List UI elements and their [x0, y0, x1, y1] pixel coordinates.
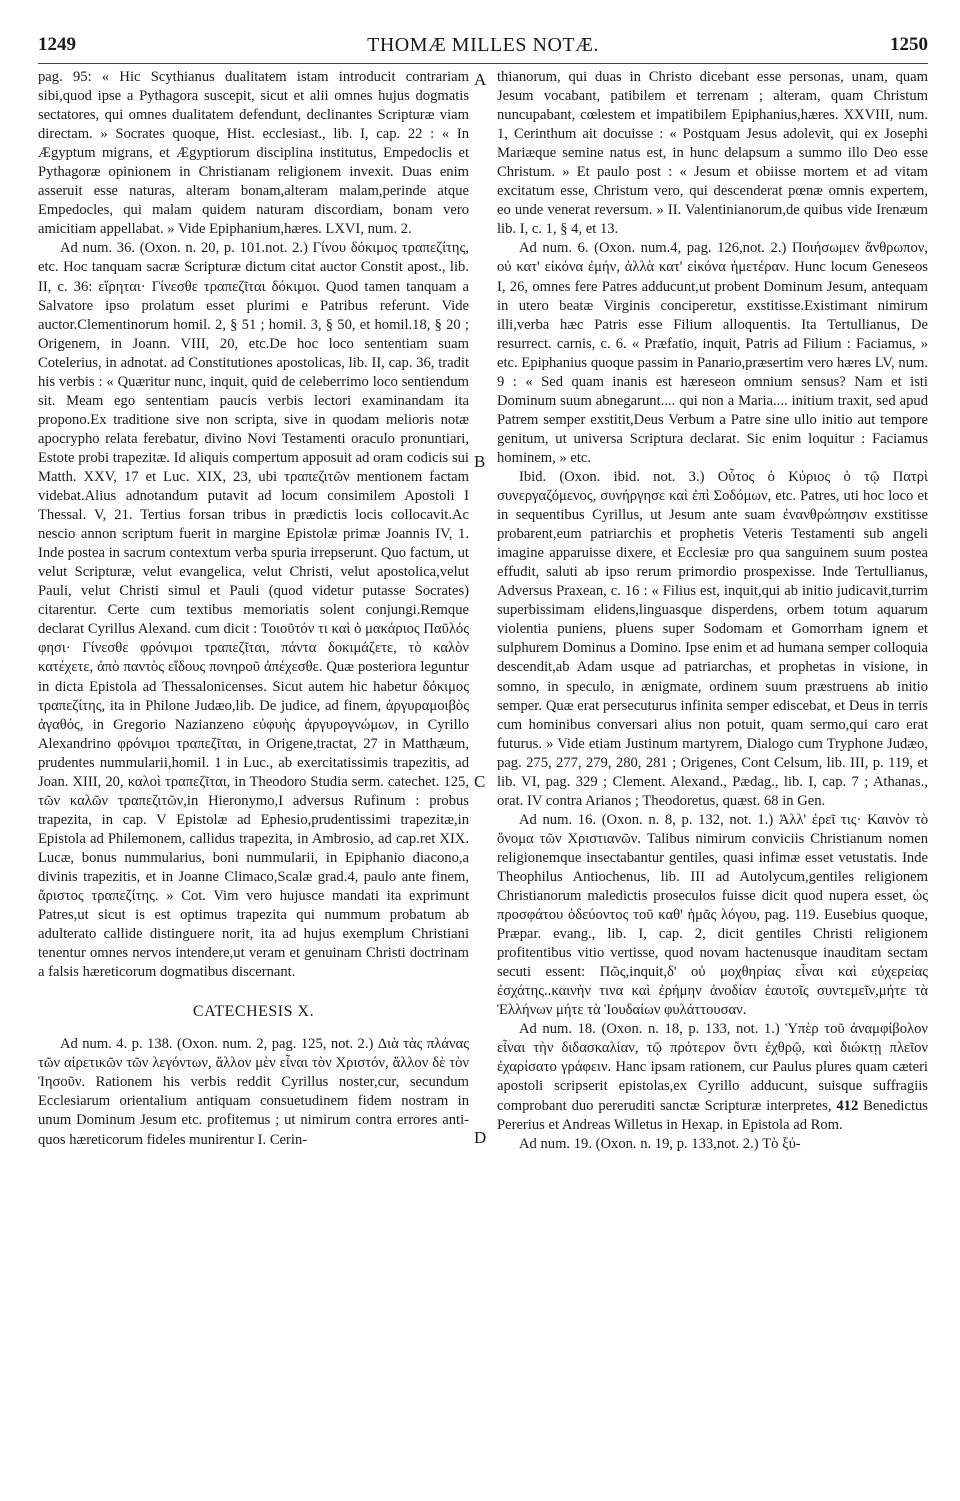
- left-paragraph-1: pag. 95: « Hic Scythianus dualitatem istam introducit contrariam sibi,quod ipse a Pythagora suscepit, sicut et alii omnes hujus dogmatis sectatores, qui omnes dualitatem defendunt, declinantes Scripturæ viam directam. » Socrates quoque, Hist. ecclesiast., lib. I, cap. 22 : « In Ægyptum migrans, et Ægyptiorum disciplina institutus, Empedoclis et Pythagoræ opinionem in Christianam religionem invexit. Duas enim asseruit esse naturas, alteram bonam,alteram malam,perinde atque Empedocles, qui malam quidem naturam discordiam, bonam vero amicitiam appellabat. » Vide Epiphanium,hæres. LXVI, num. 2.: [38, 69, 469, 238]
- section-heading: CATECHESIS X.: [192, 1003, 315, 1021]
- right-paragraph-5: [497, 1020, 928, 1134]
- running-title: THOMÆ MILLES NOTÆ.: [367, 34, 599, 56]
- header-rule: [38, 63, 928, 64]
- right-paragraph-5-tail: Benedictus Pererius et Andreas Willetus in Hexap. in Epistola ad Rom.: [497, 1097, 928, 1133]
- right-paragraph-1: thianorum, qui duas in Christo dicebant esse personas, unam, quam Jesum vocabant, patibilem et terrenam ; alteram, quam Christum nuncupabant, cœlestem et impatibilem Epiphanius,hæres. XXVIII, num. 1, Cerinthum ait docuisse : « Postquam Jesus adolevit, qui ex Josephi Mariæque semine natus est, in hunc delapsum a summo illo Deo esse Christum. » Et paulo post : « Jesum et obiisse mortem et ad vitam excitatum esse, Christum vero, qui descenderat pœnæ omnis expertem, eo unde venerat reversum. » II. Valentinianorum,de quibus vide Irenæum lib. I, c. 1, § 4, et 13.: [497, 69, 928, 238]
- right-page-number: 1250: [890, 34, 928, 55]
- margin-marker-c: C: [474, 772, 486, 791]
- margin-marker-a: A: [474, 70, 487, 89]
- page-header: [38, 34, 928, 60]
- right-paragraph-4: Ad num. 16. (Oxon. n. 8, p. 132, not. 1.) Ἀλλ' ἐρεῖ τις· Καινὸν τὸ ὄνομα τῶν Χριστιανῶν. Talibus nimirum conviciis Christianum nomen religionemque insectabantur gentiles, quasi infimæ esset vetustatis. Inde Theophilus Antiochenus, lib. III ad Autolycum,gentiles religionem Christianorum maledictis proseculos fuisse dicit quod nupera esset, ὡς προσφάτου ὁδεύοντος τοῦ καθ' ἡμᾶς λόγου, pag. 119. Eusebius quoque, Præpar. evang., lib. I, cap. 2, dicit gentiles Christi religionem profitentibus vitio vertisse, quod novam hactenusque inauditam sectam secuti essent: Πῶς,inquit,δ' οὐ μοχθηρίας εἶναι καὶ εὐχερείας ἐσχάτης..καινὴν τινα καὶ ἐρήμην ἀνοδίαν ἑαυτοῖς συντεμεῖν,μήτε τὰ Ἑλλήνων μήτε τὰ Ἰουδαίων φυλάττουσαν.: [497, 811, 928, 1019]
- column-number: 412: [836, 1097, 859, 1114]
- left-paragraph-2: Ad num. 36. (Oxon. n. 20, p. 101.not. 2.) Γίνου δόκιμος τραπεζίτης, etc. Hoc tanquam sacræ Scripturæ dictum citat auctor Constit apost., lib. II, c. 36: εἴρηται· Γίνεσθε τραπεζῖται δόκιμοι. Quod tamen tanquam a Salvatore ipso prolatum esset plurimi e Patribus referunt. Vide auctor.Clementinorum homil. 2, § 51 ; homil. 3, § 50, et homil.18, § 20 ; Origenem, in Joann. VIII, 20, etc.De hoc loco sententiam suam Cotelerius, in adnotat. ad Constitutiones apostolicas, lib. II, cap. 36, tradit his verbis : « Quæritur nunc, inquit, quid de celeberrimo loco sentiendum sit. Meam ego sententiam paucis verbis lectori examinandam ita propono.Ex traditione sive non scripta, sive in quodam melioris notæ apocrypho relata ferebatur, divino Novi Testamenti oraculo pronuntiari, Estote probi trapezitæ. Id aliquis compertum apposuit ad oram codicis sui Matth. XXV, 17 et Luc. XIX, 23, ubi τραπεζιτῶν mentionem factam videbat.Alius adnotandum putavit ad locum consimilem Apostoli I Thessal. V, 21. Tertius forsan tribus in prædictis locis collocavit.Ac nescio annon scriptum fuerit in margine Epistolæ primæ Joannis IV, 1. Inde postea in sacrum contextum verba spuria irrepserunt. Quo factum, ut velut Scripturæ, velut evangelica, velut Christi, velut apostolica,velut Pauli, velut Christi simul et Pauli (quod videtur putasse Socrates) citarentur. Certe cum textibus memoriatis solent conjungi.Remque declarat Cyrillus Alexand. cum dicit : Τοιοῦτόν τι καὶ ὁ μακάριος Παῦλός φησι· Γίνεσθε φρόνιμοι τραπεζῖται, πάντα δοκιμάζετε, τὸ καλὸν κατέχετε, ἀπὸ παντὸς εἴδους πονηροῦ ἀπέχεσθε. Quæ posteriora leguntur in dicta Epistola ad Thessalonicenses. Sicut autem hic habetur δόκιμος τραπεζίτης, ita in Philone Judæo,lib. De judice, ad finem, ἀργυραμοιβὸς ἀγαθός, in Gregorio Nazianzeno εὐφυὴς ἀργυρογνώμων, in Cyrillo Alexandrino φρόνιμοι τραπεζῖται, in Origene,tractat, 27 in Matthæum, prudentes nummularii,homil. 1 in Luc., ab exercitatissimis trapezitis, ad Joan. XIII, 20, καλοὶ τραπεζῖται, in Theodoro Studia serm. catechet. 125, τῶν καλῶν τραπεζιτῶν,in Hieronymo,I adversus Rufinum : probus trapezita, in cap. V Epistolæ ad Ephesio,prudentissimi trapezitæ,in Epistola ad Philemonem, callidus trapezita, in Ambrosio, ad cap.ret XIX. Lucæ, bonus nummularius, boni nummularii, in Epiphanio diacono,a divinis trapezitis, et in Joanne Climaco,Scalæ grad.4, paulo ante finem, ἄριστος τραπεζίτης. » Cot. Vim vero hujusce mandati ita exprimunt Patres,ut sicut is est optimus trapezita qui nummum probatum ab adulterato callide distinguere norit, ita ad hujus exemplum Christiani tenentur omnes nervos intendere,ut veram et genuinam Christi doctrinam a falsis hæreticorum dogmatibus discernant.: [38, 240, 469, 981]
- left-paragraph-3: Ad num. 4. p. 138. (Oxon. num. 2, pag. 125, not. 2.) Διὰ τὰς πλάνας τῶν αἱρετικῶν τῶν λεγόντων, ἄλλον μὲν εἶναι τὸν Χριστόν, ἄλλον δὲ τὸν Ἰησοῦν. Rationem his verbis reddit Cyrillus noster,cur, secundum Ecclesiarum orientalium antiquam consuetudinem fidem nostram in unum Dominum Jesum etc. profitemus ; ut nimirum contra errores anti- quos hæreticorum fideles munirentur I. Cerin-: [38, 1036, 469, 1148]
- right-paragraph-3: Ibid. (Oxon. ibid. not. 3.) Οὗτος ὁ Κύριος ὁ τῷ Πατρὶ συνεργαζόμενος, συνήργησε καὶ ἐπὶ Σοδόμων, etc. Patres, uti hoc loco et in sequentibus Cyrillus, ut Jesum ante suam ἐνανθρώπησιν exstitisse probarent,eum patriarchis et prophetis Veteris Testamenti sub angeli imagine apparuisse dixere, et Ecclesiæ pro qua sanguinem suum postea effudit, saluti ab ipso rerum primordio prospexisse. Inde Tertullianus, Adversus Praxean, c. 16 : « Filius est, inquit,qui ab initio judicavit,turrim superbissimam elidens,linguasque disperdens, orbem totum aquarum violentia puniens, pluens super Sodomam et Gomorrham ignem et sulphurem Dominus a Domino. Ipse enim et ad humana semper colloquia descendit,ab Adam usque ad patriarchas, et prophetas in visione, in somno, in speculo, in ænigmate, ordinem suum præstruens ab initio semper. Quæ erat persecuturus infinita semper ediscebat, et Deus in terris cum hominibus conversari alius non potuit, quam sermo,qui caro erat futurus. » Vide etiam Justinum martyrem, Dialogo cum Tryphone Judæo, pag. 275, 277, 279, 280, 281 ; Origenes, Cont Celsum, lib. III, p. 119, et lib. VI, pag. 329 ; Clement. Alexand., Pædag., lib. I, cap. 7 ; Athanas., orat. IV contra Arianos ; Theodoretus, quæst. 68 in Gen.: [497, 468, 928, 809]
- right-paragraph-2: Ad num. 6. (Oxon. num.4, pag. 126,not. 2.) Ποιήσωμεν ἄνθρωπον, οὐ κατ' εἰκόνα ἐμήν, ἀλλὰ κατ' εἰκόνα ἡμετέραν. Hunc locum Geneseos I, 26, omnes fere Patres adducunt,ut probent Dominum Jesum, antequam in utero beatæ Virginis conciperetur, exstitisse.Existimant nimirum illi,verba hæc Patris esse Filium alloquentis. Ita Tertullianus, De resurrect. carnis, c. 6. « Præfatio, inquit, Patris ad Filium : Faciamus, » etc. Epiphanius quoque passim in Panario,præsertim vero hæres LV, num. 9 : « Sed quam inanis est hæreseon omnium sensus? Nam et isti Dominum suum abnegarunt.... qui non a Maria.... initium traxit, sed apud Patrem semper exstitit,Deus Verbum a Patre sine ullo initio aut tempore genitum, ut universa Scriptura declarat. Sic enim loquitur : Faciamus hominem, » etc.: [497, 240, 928, 466]
- right-paragraph-6: Ad num. 19. (Oxon. n. 19, p. 133,not. 2.) Τὸ ξύ-: [519, 1135, 801, 1152]
- right-paragraph-5-text: Ad num. 18. (Oxon. n. 18, p. 133, not. 1.) Ὑπὲρ τοῦ ἀναμφίβολον εἶναι τὴν διδασκαλίαν, τῷ πρότερον ὄντι ἐχθρῷ, καὶ διώκτῃ πλεῖον ἐχαρίσατο γράφειν. Hanc ipsam rationem, cur Paulus plures quam cæteri apostoli scripserit epistolas,ex Cyrillo adducunt, suisque suffragiis comprobant duo pereruditi sanctæ Scripturæ interpretes,: [497, 1021, 928, 1114]
- right-column: [497, 68, 928, 1154]
- left-page-number: 1249: [38, 34, 76, 55]
- left-column: [38, 68, 469, 1150]
- margin-marker-b: B: [474, 452, 486, 471]
- margin-marker-d: D: [474, 1128, 487, 1147]
